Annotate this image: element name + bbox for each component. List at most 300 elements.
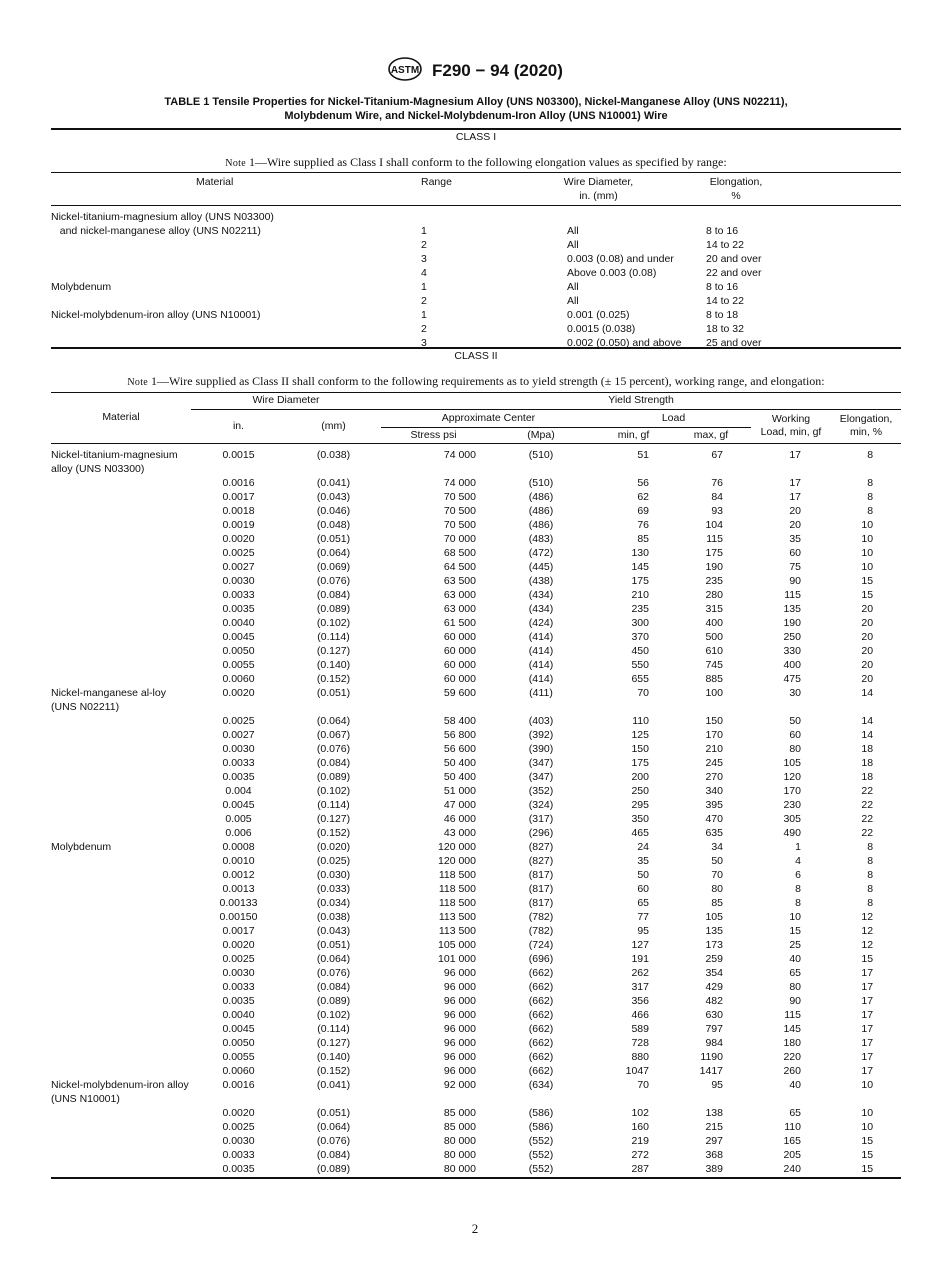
cell-elongation: 14 [861,686,874,699]
cell-mm: (0.043) [316,490,351,503]
cell-min-gf: 356 [631,994,649,1007]
col-group-yield-strength: Yield Strength [608,394,674,407]
cell-max-gf: 259 [705,952,723,965]
cell-min-gf: 76 [637,518,649,531]
cell-mm: (0.152) [316,826,351,839]
col-elongation: Elongation, min, % [831,409,901,443]
cell-max-gf: 215 [705,1120,723,1133]
cell-material [51,714,191,728]
cell-min-gf: 465 [631,826,649,839]
cell-material [51,1022,191,1036]
col-in: in. [232,419,245,432]
table-row [51,322,901,336]
cell-material [51,1008,191,1022]
cell-range: 2 [421,238,427,251]
cell-elongation: 14 to 22 [706,238,744,251]
cell-min-gf: 145 [631,560,649,573]
cell-max-gf: 395 [705,798,723,811]
cell-mm: (0.051) [316,686,351,699]
cell-working-load: 40 [789,1078,801,1091]
cell-elongation [706,210,901,224]
cell-mm: (0.076) [316,966,351,979]
cell-in: 0.0016 [222,476,255,489]
cell-elongation: 10 [861,518,874,531]
cell-stress-psi: 74 000 [443,448,476,461]
cell-in: 0.004 [225,784,252,797]
cell-in: 0.0020 [222,1106,255,1119]
cell-max-gf: 610 [705,644,723,657]
cell-min-gf: 24 [637,840,649,853]
cell-material: Nickel-molybdenum-iron alloy (UNS N10001) [51,308,261,321]
table-row [51,490,901,504]
cell-max-gf: 797 [705,1022,723,1035]
cell-stress-psi: 96 000 [443,966,476,979]
cell-stress-psi: 63 500 [443,574,476,587]
cell-material [51,826,191,840]
cell-working-load: 65 [789,1106,801,1119]
cell-elongation: 10 [861,1106,874,1119]
col-mm: (mm) [321,419,346,432]
cell-range [421,210,491,224]
cell-elongation: 14 [861,714,874,727]
cell-min-gf: 262 [631,966,649,979]
cell-max-gf: 67 [711,448,723,461]
cell-elongation: 10 [861,1120,874,1133]
table-row [51,980,901,994]
cell-mm: (0.084) [316,756,351,769]
table-row [51,714,901,728]
col-range: Range [421,176,452,188]
cell-working-load: 170 [783,784,801,797]
cell-stress-psi: 96 000 [443,1064,476,1077]
cell-min-gf: 350 [631,812,649,825]
cell-in: 0.0030 [222,1134,255,1147]
table-row [51,644,901,658]
cell-in: 0.0015 [222,448,255,461]
cell-material [51,574,191,588]
cell-in: 0.0013 [222,882,255,895]
cell-mpa: (434) [528,602,554,615]
note-text: 1—Wire supplied as Class I shall conform to the following elongation values as specified by range: [245,155,727,169]
cell-elongation: 20 [861,658,874,671]
cell-material [51,490,191,504]
cell-material [51,602,191,616]
cell-working-load: 80 [789,980,801,993]
cell-mm: (0.127) [316,644,351,657]
cell-in: 0.0033 [222,756,255,769]
cell-in: 0.006 [225,826,252,839]
table-row [51,1162,901,1176]
cell-mpa: (390) [528,742,554,755]
cell-stress-psi: 64 500 [443,560,476,573]
cell-material [51,980,191,994]
cell-elongation: 8 [867,476,874,489]
cell-stress-psi: 96 000 [443,1008,476,1021]
cell-working-load: 90 [789,994,801,1007]
table-row [51,938,901,952]
cell-min-gf: 175 [631,574,649,587]
cell-material [51,588,191,602]
cell-max-gf: 315 [705,602,723,615]
cell-working-load: 25 [789,938,801,951]
cell-stress-psi: 59 600 [443,686,476,699]
table-title-line-2: Molybdenum Wire, and Nickel-Molybdenum-Iron Alloy (UNS N10001) Wire [284,110,668,122]
cell-mpa: (817) [528,882,554,895]
cell-material [51,966,191,980]
cell-mm: (0.033) [316,882,351,895]
cell-min-gf: 728 [631,1036,649,1049]
cell-max-gf: 150 [705,714,723,727]
cell-mm: (0.041) [316,476,351,489]
cell-material [51,854,191,868]
table-row [51,238,901,252]
cell-mpa: (296) [528,826,554,839]
cell-elongation: 20 [861,644,874,657]
cell-material [51,238,421,252]
cell-mpa: (662) [528,1050,554,1063]
cell-min-gf: 35 [637,854,649,867]
table-row [51,686,901,714]
cell-mm: (0.102) [316,1008,351,1021]
cell-material [51,938,191,952]
cell-working-load: 60 [789,546,801,559]
cell-diameter: All [567,224,579,237]
cell-mpa: (403) [528,714,554,727]
cell-elongation: 18 [861,742,874,755]
cell-elongation: 17 [861,994,874,1007]
cell-min-gf: 317 [631,980,649,993]
cell-mpa: (662) [528,980,554,993]
cell-material [51,868,191,882]
table-row [51,518,901,532]
cell-elongation: 20 [861,630,874,643]
cell-in: 0.0045 [222,798,255,811]
cell-max-gf: 100 [705,686,723,699]
cell-stress-psi: 118 500 [438,868,476,881]
cell-range: 3 [421,336,427,349]
table-row [51,994,901,1008]
table-row [51,840,901,854]
cell-working-load: 180 [783,1036,801,1049]
cell-stress-psi: 118 500 [438,896,476,909]
cell-working-load: 110 [784,1120,801,1133]
cell-max-gf: 482 [705,994,723,1007]
cell-mm: (0.064) [316,714,351,727]
cell-stress-psi: 70 500 [443,490,476,503]
cell-elongation: 8 [867,840,874,853]
cell-min-gf: 95 [637,924,649,937]
cell-stress-psi: 70 000 [443,532,476,545]
cell-max-gf: 76 [711,476,723,489]
cell-diameter: All [567,294,579,307]
cell-material [51,728,191,742]
cell-min-gf: 62 [637,490,649,503]
cell-in: 0.0055 [222,1050,255,1063]
cell-min-gf: 51 [637,448,649,461]
col-wire-diameter: Wire Diameter, in. (mm) [563,176,634,202]
cell-diameter: 0.001 (0.025) [567,308,630,321]
cell-in: 0.0060 [222,672,255,685]
col-material: Material [102,411,140,424]
cell-in: 0.0012 [222,868,255,881]
table-row [51,574,901,588]
cell-stress-psi: 85 000 [443,1106,476,1119]
cell-elongation: 20 [861,616,874,629]
cell-mpa: (472) [528,546,554,559]
cell-range: 1 [421,280,427,293]
cell-elongation: 15 [861,574,874,587]
cell-material [51,770,191,784]
cell-working-load: 80 [789,742,801,755]
cell-stress-psi: 63 000 [443,588,476,601]
cell-in: 0.0030 [222,966,255,979]
cell-mm: (0.127) [316,1036,351,1049]
cell-working-load: 490 [783,826,801,839]
cell-diameter [491,210,706,224]
cell-mpa: (662) [528,1008,554,1021]
table-row [51,602,901,616]
cell-mpa: (414) [528,644,554,657]
col-group-load: Load [596,409,751,427]
cell-in: 0.0040 [222,1008,255,1021]
class-1-note [51,155,901,170]
cell-material [51,560,191,574]
cell-elongation: 15 [861,1148,874,1161]
table-row [51,210,901,224]
cell-elongation: 17 [861,1008,874,1021]
cell-mm: (0.064) [316,1120,351,1133]
cell-elongation: 17 [861,980,874,993]
table-row [51,1078,901,1106]
cell-elongation: 8 [867,896,874,909]
cell-stress-psi: 74 000 [443,476,476,489]
cell-working-load: 105 [783,756,801,769]
cell-mm: (0.025) [316,854,351,867]
cell-min-gf: 370 [631,630,649,643]
cell-material: Nickel-molybdenum-iron alloy (UNS N10001) [51,1078,189,1105]
cell-range: 2 [421,294,427,307]
cell-stress-psi: 60 000 [443,658,476,671]
table-row [51,1008,901,1022]
cell-range: 1 [421,308,427,321]
cell-elongation: 10 [861,1078,874,1091]
cell-working-load: 50 [789,714,801,727]
cell-stress-psi: 120 000 [438,840,476,853]
cell-material [51,252,421,266]
cell-elongation: 18 to 32 [706,322,744,335]
cell-material [51,1064,191,1078]
cell-max-gf: 70 [711,868,723,881]
cell-working-load: 10 [789,910,801,923]
cell-in: 0.0035 [222,602,255,615]
cell-stress-psi: 96 000 [443,1022,476,1035]
cell-mm: (0.084) [316,588,351,601]
col-min-gf: min, gf [596,427,671,443]
cell-min-gf: 450 [631,644,649,657]
cell-stress-psi: 60 000 [443,644,476,657]
cell-working-load: 4 [795,854,801,867]
cell-elongation: 17 [861,1050,874,1063]
cell-max-gf: 235 [705,574,723,587]
cell-in: 0.0020 [222,938,255,951]
cell-material [51,952,191,966]
cell-max-gf: 984 [705,1036,723,1049]
cell-mpa: (662) [528,966,554,979]
cell-stress-psi: 70 500 [443,504,476,517]
cell-min-gf: 250 [631,784,649,797]
cell-min-gf: 550 [631,658,649,671]
cell-mpa: (445) [528,560,554,573]
table-row [51,728,901,742]
cell-material [51,658,191,672]
cell-elongation: 10 [861,546,874,559]
cell-max-gf: 280 [705,588,723,601]
cell-diameter: All [567,280,579,293]
cell-mm: (0.043) [316,924,351,937]
cell-max-gf: 175 [705,546,723,559]
cell-elongation: 8 [867,868,874,881]
class-2-table [51,393,901,1176]
cell-working-load: 20 [789,504,801,517]
cell-diameter: 0.0015 (0.038) [567,322,636,335]
cell-in: 0.0045 [222,1022,255,1035]
cell-material [51,784,191,798]
cell-max-gf: 170 [705,728,723,741]
cell-elongation: 14 [861,728,874,741]
cell-elongation: 20 and over [706,252,762,265]
cell-max-gf: 190 [705,560,723,573]
cell-min-gf: 50 [637,868,649,881]
cell-mpa: (662) [528,1036,554,1049]
cell-range: 3 [421,252,427,265]
cell-working-load: 220 [783,1050,801,1063]
cell-mpa: (434) [528,588,554,601]
cell-stress-psi: 43 000 [443,826,476,839]
cell-range: 1 [421,224,427,237]
cell-max-gf: 470 [705,812,723,825]
cell-elongation: 18 [861,756,874,769]
cell-min-gf: 272 [631,1148,649,1161]
cell-in: 0.0017 [222,490,255,503]
cell-mm: (0.020) [316,840,351,853]
table-row [51,252,901,266]
cell-min-gf: 200 [631,770,649,783]
cell-working-load: 20 [789,518,801,531]
cell-mm: (0.051) [316,1106,351,1119]
cell-stress-psi: 46 000 [443,812,476,825]
cell-stress-psi: 70 500 [443,518,476,531]
cell-min-gf: 295 [631,798,649,811]
cell-mpa: (552) [528,1162,554,1175]
cell-in: 0.0050 [222,644,255,657]
cell-working-load: 205 [783,1148,801,1161]
cell-stress-psi: 96 000 [443,980,476,993]
cell-working-load: 475 [783,672,801,685]
cell-mpa: (586) [528,1106,554,1119]
svg-text:ASTM: ASTM [390,65,420,76]
cell-in: 0.0035 [222,994,255,1007]
cell-material [51,798,191,812]
table-row [51,308,901,322]
cell-in: 0.0017 [222,924,255,937]
cell-mm: (0.069) [316,560,351,573]
cell-working-load: 250 [783,630,801,643]
cell-mm: (0.102) [316,784,351,797]
cell-mpa: (696) [528,952,554,965]
cell-max-gf: 297 [705,1134,723,1147]
cell-mpa: (817) [528,896,554,909]
cell-max-gf: 115 [706,532,723,545]
table-row [51,1134,901,1148]
cell-material [51,742,191,756]
cell-elongation: 17 [861,966,874,979]
cell-working-load: 40 [789,952,801,965]
table-row [51,798,901,812]
cell-working-load: 115 [784,1008,801,1021]
cell-material [51,644,191,658]
cell-in: 0.0020 [222,532,255,545]
table-row [51,224,901,238]
cell-mm: (0.114) [317,1022,350,1035]
cell-mpa: (782) [528,924,554,937]
cell-range: 2 [421,322,427,335]
cell-working-load: 6 [795,868,801,881]
cell-mpa: (586) [528,1120,554,1133]
cell-elongation: 25 and over [706,336,762,349]
cell-diameter: 0.003 (0.08) and under [567,252,674,265]
cell-in: 0.0045 [222,630,255,643]
cell-material [51,896,191,910]
cell-material [51,882,191,896]
cell-max-gf: 85 [711,896,723,909]
cell-stress-psi: 51 000 [443,784,476,797]
note-prefix: Note [225,158,246,169]
cell-working-load: 17 [789,476,801,489]
cell-working-load: 305 [783,812,801,825]
cell-elongation: 20 [861,602,874,615]
cell-min-gf: 85 [637,532,649,545]
cell-working-load: 8 [795,896,801,909]
cell-stress-psi: 120 000 [438,854,476,867]
cell-min-gf: 300 [631,616,649,629]
cell-max-gf: 245 [705,756,723,769]
cell-mpa: (662) [528,1064,554,1077]
cell-material: Nickel-titanium-magnesium alloy (UNS N03300) [51,210,274,223]
cell-mpa: (662) [528,1022,554,1035]
cell-working-load: 165 [783,1134,801,1147]
cell-min-gf: 150 [631,742,649,755]
cell-in: 0.0033 [222,588,255,601]
cell-min-gf: 175 [631,756,649,769]
cell-in: 0.0060 [222,1064,255,1077]
cell-working-load: 75 [789,560,801,573]
cell-mpa: (510) [528,476,554,489]
cell-stress-psi: 101 000 [438,952,476,965]
cell-elongation: 15 [861,588,874,601]
cell-stress-psi: 96 000 [443,1036,476,1049]
cell-max-gf: 270 [705,770,723,783]
cell-working-load: 115 [784,588,801,601]
cell-material [51,616,191,630]
cell-material [51,672,191,686]
cell-stress-psi: 80 000 [443,1134,476,1147]
cell-max-gf: 1417 [699,1064,723,1077]
cell-mpa: (552) [528,1134,554,1147]
cell-min-gf: 1047 [625,1064,649,1077]
col-group-wire-diameter: Wire Diameter [191,393,381,409]
cell-mm: (0.114) [317,630,350,643]
cell-elongation: 10 [861,532,874,545]
